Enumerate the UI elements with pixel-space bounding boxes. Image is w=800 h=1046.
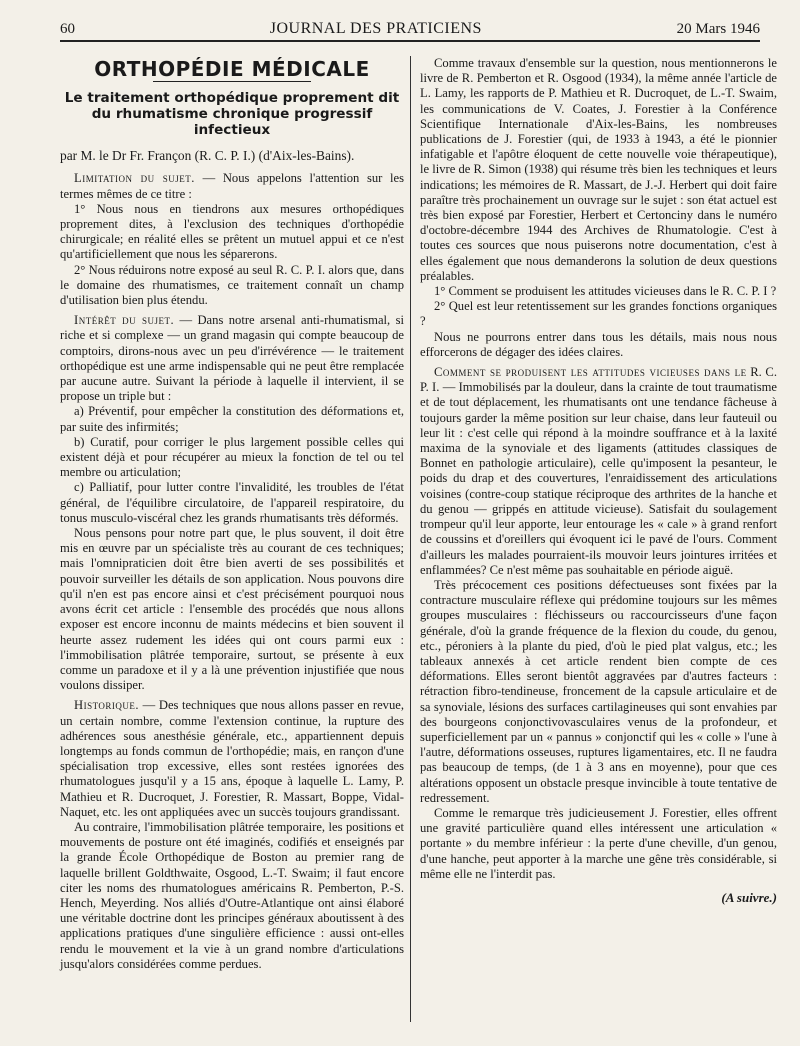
paragraph-text: Très précocement ces positions défectueuses sont fixées par la contracture musculaire réflexe qui prédomine toujours sur les mêmes groupes musculaires : fléchisseurs ou raccourcisseurs d'une façon générale, d'où la grande fréquence de la flexion du coude, du genou, etc., péroniers à la plante du pied, d'où le pied plat valgus, etc.; les tableaux annexés à cet article rendent bien compte de ces déformations. Elles seront bientôt aggravées par d'autres facteurs : rétraction fibro-tendineuse, froncement de la capsule articulaire et de sa synoviale, lésions des surfaces cartilagineuses qui sont envahies par des bourgeons conjonctivovasculaires venus de la profondeur, et superficiellement par un « pannus » conjonctif qui les « colle » l'une à l'autre, déformations osseuses, ruptures ligamentaires, etc. Il ne faudra pas beaucoup de temps, (de 1 à 3 ans en moyenne), pour que ces altérations opposent un obstacle presque invincible à toute tentative de redressement. [420, 577, 777, 805]
paragraph-text: 1° Nous nous en tiendrons aux mesures orthopédiques proprement dites, à l'exclusion des techniques d'orthopédie chirurgicale; en réalité elles se prêtent un mutuel appui et ce n'est qu'artificiellement que nous les séparerons. [60, 201, 404, 262]
right-paragraphs [420, 56, 777, 882]
paragraph [420, 56, 777, 284]
paragraph [60, 313, 404, 404]
issue-date: 20 Mars 1946 [676, 21, 760, 37]
author-line: par M. le Dr Fr. Françon (R. C. P. I.) (d'Aix-les-Bains). [60, 148, 355, 164]
column-divider [410, 56, 411, 1022]
paragraph-text: — Dans notre arsenal anti-rhumatismal, si riche et si complexe — un grand magasin qui compte beaucoup de comptoirs, dirons-nous avec un peu d'irrévérence — le traitement orthopédique est une arme indispensable qui ne peut être remplacée par aucune autre. Suivant la période à laquelle il intervient, il se propose un triple but : [60, 313, 404, 404]
right-column [420, 56, 777, 1026]
paragraph-text: Comme travaux d'ensemble sur la question, nous mentionnerons le livre de R. Pemberton et R. Osgood (1934), la même année l'article de L. Lamy, les rapports de P. Mathieu et R. Ducroquet, de L.-T. Swaim, les communications de V. Coates, J. Forestier à la Conférence Scientifique Internationale d'Aix-les-Bains, les nombreuses publications de J. Forestier (qui, de 1933 à 1943, a été le pionnier infatigable et l'apôtre éloquent de cette nouvelle voie thérapeutique), le livre de R. Simon (1938) qui résume très bien les techniques et leurs indications; les mémoires de R. Massart, de J.-J. Herbert qui doit faire paraître très prochainement un ouvrage sur le sujet : son état actuel est très bien exposé par Forestier, Herbert et Certonciny dans le numéro d'octobre-décembre 1944 des Archives de Rhumatologie. C'est à toutes ces sources que nous puiserons notre documentation, c'est à elles également que nous demanderons la solution de deux questions préalables. [420, 56, 777, 283]
paragraph [60, 202, 404, 263]
paragraph-text: Nous pensons pour notre part que, le plus souvent, il doit être mis en œuvre par un spécialiste très au courant de ces techniques; mais l'omnipraticien doit être bien averti de ses possibilités et pouvoir surveiller les détails de son application. Nous pouvons dire qu'il n'en est pas encore ainsi et c'est précisément pourquoi nous avons écrit cet article : l'ensemble des procédés que nous allons exposer est encore inconnu de maints médecins et bien souvent il heurte assez rudement les idées qui ont cours parmi eux : l'immobilisation plâtrée temporaire, surtout, se présente à eux comme un paradoxe et il y a là une prévention injustifiée que nous voulons dissiper. [60, 526, 404, 693]
paragraph [60, 526, 404, 693]
to-be-continued: (A suivre.) [721, 889, 777, 905]
paragraph [60, 480, 404, 526]
journal-name: JOURNAL DES PRATICIENS [269, 20, 482, 37]
paragraph [60, 171, 404, 201]
paragraph-text: — Des techniques que nous allons passer en revue, un certain nombre, comme l'extension continue, la rupture des adhérences sous anesthésie générale, etc., appartiennent depuis longtemps au fonds commun de l'orthopédie; mais, en rançon d'une spécialisation trop excessive, elles sont restées ignorées des rhumatologues jusqu'il y a 15 ans, époque à laquelle L. Lamy, P. Mathieu et R. Ducroquet, J. Forestier, R. Massart, Boppe, Vidal-Naquet, etc. les ont appliquées avec un succès toujours grandissant. [60, 698, 404, 819]
page-number: 60 [60, 21, 75, 37]
paragraph [60, 435, 404, 481]
paragraph-lead: Comment se produisent les attitudes vicieuses dans le [434, 365, 747, 380]
paragraph-text: Nous ne pourrons entrer dans tous les détails, mais nous nous efforcerons de dégager des idées claires. [420, 329, 777, 359]
paragraph [60, 698, 404, 820]
paragraph [420, 365, 777, 578]
paragraph-text: b) Curatif, pour corriger le plus largement possible celles qui existent déjà et pour récupérer au mieux la fonction de tel ou tel membre ou articulation; [60, 434, 404, 480]
paragraph [420, 284, 777, 299]
paragraph [60, 820, 404, 972]
paragraph-text: c) Palliatif, pour lutter contre l'invalidité, les troubles de l'état général, de l'équilibre circulatoire, de l'appareil respiratoire, du tonus musculo-viscéral chez les grands rhumatisants très déformés. [60, 480, 404, 525]
left-column [60, 56, 404, 1026]
paragraph-lead: Historique. [74, 698, 140, 713]
page-header [60, 14, 760, 42]
title-rule [153, 81, 311, 82]
paragraph-text: Au contraire, l'immobilisation plâtrée temporaire, les positions et mouvements de posture ont été imaginés, codifiés et enseignés par la grande École Orthopédique de Boston au premier rang de laquelle brillent Goldthwaite, Osgood, L.-T. Swaim; il faut encore citer les noms des rhumatologues américains R. Pemberton, P.-S. Hench, Meyerding. Nos alliés d'Outre-Atlantique ont ainsi élaboré une véritable doctrine dont les principes généraux aboutissent à des applications pratiques d'une singulière efficience : aussi ont-elles rendu le mouvement et la vie à un grand nombre d'articulations jusqu'alors considérées comme perdues. [60, 819, 404, 971]
paragraph-lead: Intérêt du sujet. [74, 313, 175, 328]
paragraph-text: 2° Nous réduirons notre exposé au seul R. C. P. I. alors que, dans le domaine des rhumatismes, ce traitement connaît un champ d'utilisation bien plus étendu. [60, 262, 404, 308]
paragraph [420, 299, 777, 329]
paragraph-text: 1° Comment se produisent les attitudes vicieuses dans le R. C. P. I ? [434, 284, 777, 299]
article-title: Le traitement orthopédique proprement dit du rhumatisme chronique progressif infectieux [64, 90, 400, 139]
paragraph [60, 404, 404, 434]
paragraph-text: Comme le remarque très judicieusement J. Forestier, elles offrent une gravité particulière quand elles intéressent une articulation « portante » du membre inférieur : la perte d'une cheville, d'un genou, d'une hanche, peut apporter à la marche une gêne très considérable, si même elle ne l'interdit pas. [420, 805, 777, 881]
paragraph-text: R. C. P. I. — Immobilisés par la douleur, dans la crainte de tout traumatisme et de tout déplacement, les rhumatisants ont une tendance fâcheuse à toujours garder la même position sur leur chaise, dans leur fauteuil ou leur lit : c'est celle qui répond à la moindre souffrance et à la laxité maxima de la synoviale et des ligaments (attitudes classiques de Bonnet en pathologie articulaire), celle qu'imposent la pesanteur, le poids du drap et des couvertures, l'enraidissement des articulations voisines (contre-coup statique réciproque des arthrites de la hanche et du genou — grippés en attitude vicieuse). Satisfait du soulagement trompeur qu'il leur apporte, leur entourage les « cale » à grand renfort de coussins et d'oreillers qui évoquent ici le pavé de l'ours. Comment d'ailleurs les malades pourraient-ils mouvoir leurs jointures irritées et enflammées? Ce n'est même pas souhaitable en période aiguë. [420, 365, 777, 577]
paragraph [60, 263, 404, 309]
left-paragraphs [60, 171, 404, 972]
paragraph-text: a) Préventif, pour empêcher la constitution des déformations et, par suite des infirmités; [60, 404, 404, 434]
paragraph-lead: Limitation du sujet. [74, 171, 195, 186]
section-title: ORTHOPÉDIE MÉDICALE [94, 57, 370, 81]
paragraph-text: 2° Quel est leur retentissement sur les grandes fonctions organiques ? [420, 299, 777, 329]
paragraph [420, 330, 777, 360]
paragraph [420, 806, 777, 882]
paragraph [420, 578, 777, 806]
paragraph-text: — Nous appelons l'attention sur les termes mêmes de ce titre : [60, 171, 404, 201]
